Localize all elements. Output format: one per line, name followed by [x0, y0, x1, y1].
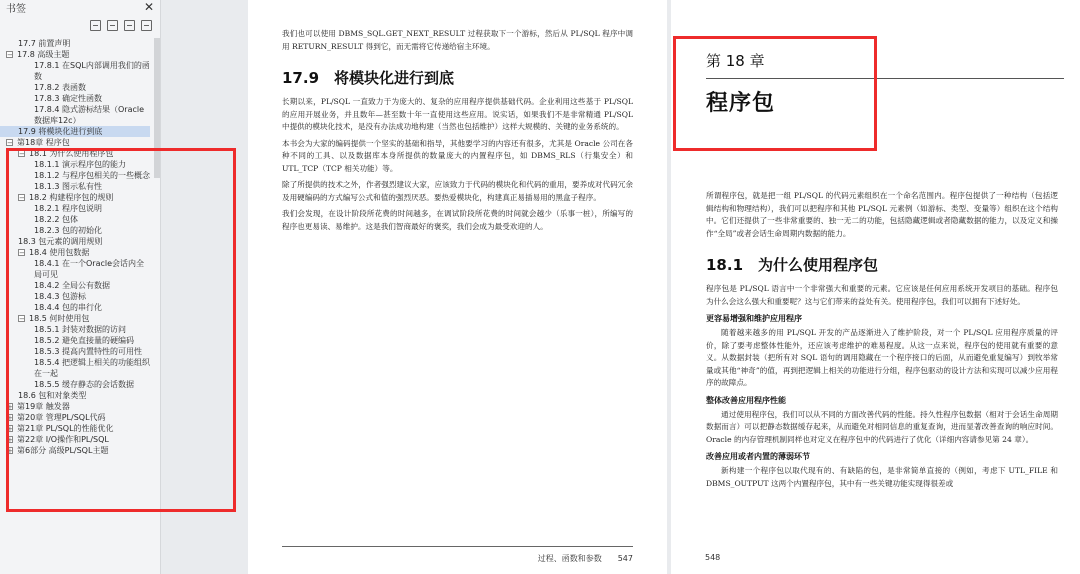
- paragraph: 除了所提供的技术之外，作者强烈建议大家，应该致力于代码的模块化和代码的重用，要养成对代码冗余及用硬编码的方式编写公式和值的强烈厌恶。要热爱模块化，构建真正易插易用的黑盒子程序。: [282, 180, 633, 202]
- bookmark-item[interactable]: [0, 423, 150, 434]
- page-547: [248, 0, 667, 574]
- bookmark-item[interactable]: [0, 346, 150, 357]
- paragraph: 新构建一个程序包以取代现有的、有缺陷的包，是非常简单直接的（例如，考虑下 UTL_FILE 和 DBMS_OUTPUT 这两个内置程序包，其中有一些关键功能实现得很差或: [706, 466, 1058, 488]
- bookmark-label: 18.1.1 演示程序包的能力: [34, 160, 126, 169]
- bookmark-add-icon[interactable]: [124, 20, 135, 31]
- paragraph: 本书会为大家的编码提供一个坚实的基础和指导，其他要学习的内容还有很多，尤其是 Oracle 公司在各种不同的工具、以及数据库本身所提供的数量庞大的内置程序包，如 DBMS_RLS（行集安全）和 UTL_TCP（TCP 相关功能）等。: [282, 138, 633, 173]
- bookmark-label: 18.3 包元素的调用规则: [18, 237, 103, 246]
- paragraph: 随着越来越多的用 PL/SQL 开发的产品逐渐进入了维护阶段，对一个 PL/SQL 应用程序质量的评价，除了要考虑整体性能外，还应该考虑维护的难易程度。从这一点来说，程序包的使用就有重要的意义。从数据封装（把所有对 SQL 语句的调用隐藏在一个程序接口的后面，从而避免重复编写）到牧举常量或其他“神奇”的值，再到把逻辑上相关的功能进行分组，程序包驱动的设计方法和实现可以减少应用程序的故障点。: [706, 328, 1058, 387]
- collapse-icon[interactable]: −: [19, 249, 25, 257]
- bookmark-item[interactable]: [0, 247, 150, 258]
- bookmark-item[interactable]: [0, 225, 150, 236]
- bookmark-item[interactable]: [0, 401, 150, 412]
- intro-paragraph: 我们也可以使用 DBMS_SQL.GET_NEXT_RESULT 过程获取下一个游标，然后从 PL/SQL 程序中调用 RETURN_RESULT 得到它，而无需将它传递给宿主环境。: [282, 29, 633, 51]
- bookmark-item[interactable]: [0, 148, 150, 159]
- page-footer: 过程、函数和参数 547: [282, 546, 633, 564]
- bookmark-label: 18.5.1 封装对数据的访问: [34, 325, 126, 334]
- bookmark-label: 第18章 程序包: [17, 138, 70, 147]
- bookmark-item[interactable]: [0, 335, 150, 346]
- chapter-number: 第 18 章: [706, 52, 765, 70]
- bookmark-label: 18.4.4 包的串行化: [34, 303, 102, 312]
- expand-icon[interactable]: +: [7, 403, 13, 411]
- bookmarks-scrollbar[interactable]: [154, 38, 160, 178]
- expand-icon[interactable]: +: [7, 425, 13, 433]
- bookmark-item[interactable]: [0, 302, 150, 313]
- bookmark-label: 第21章 PL/SQL的性能优化: [17, 424, 114, 433]
- bookmark-label: 18.5.5 缓存静态的会话数据: [34, 380, 134, 389]
- chapter-intro: 所谓程序包，就是把一组 PL/SQL 的代码元素组织在一个命名范围内。程序包提供了一种结构（包括逻辑结构和物理结构），我们可以把程序和其他 PL/SQL 元素例（如游标、类型、变量等）组织在这个结构中。它们还提供了一些非常重要的、独一无二的功能，包括隐藏逻辑或者隐藏数据的能力，以及定义和操作“全局”或者会话生命周期内数据的能力。: [706, 191, 1058, 238]
- bookmark-label: 18.2.3 包的初始化: [34, 226, 102, 235]
- bookmark-item[interactable]: [0, 203, 150, 214]
- bookmarks-title: 书签: [6, 3, 26, 15]
- collapse-icon[interactable]: −: [19, 315, 25, 323]
- bookmark-tree: [0, 38, 150, 456]
- bookmark-item[interactable]: [0, 434, 150, 445]
- section-intro: 程序包是 PL/SQL 语言中一个非常强大和重要的元素。它应该是任何应用系统开发项目的基础。程序包为什么会这么强大和重要呢？这与它们带来的益处有关。使用程序包，我们可以拥有下述好处。: [706, 284, 1058, 306]
- bookmark-item[interactable]: [0, 324, 150, 335]
- bookmark-item[interactable]: [0, 236, 150, 247]
- bookmarks-header: [0, 0, 160, 14]
- chapter-rule: [706, 78, 1064, 79]
- bookmark-label: 17.9 将模块化进行到底: [18, 127, 103, 136]
- bookmark-label: 17.8.4 隐式游标结果（Oracle数据库12c）: [34, 105, 145, 125]
- bookmark-label: 第19章 触发器: [17, 402, 70, 411]
- collapse-icon[interactable]: −: [19, 194, 25, 202]
- bookmark-label: 18.4.2 全局公有数据: [34, 281, 110, 290]
- bookmark-label: 18.6 包和对象类型: [18, 391, 87, 400]
- bookmark-item[interactable]: [0, 126, 150, 137]
- bookmark-item[interactable]: [0, 445, 150, 456]
- collapse-icon[interactable]: −: [7, 51, 13, 59]
- bookmark-item[interactable]: [0, 159, 150, 170]
- bookmark-item[interactable]: [0, 214, 150, 225]
- bookmark-item[interactable]: [0, 412, 150, 423]
- bookmark-label: 18.4 使用包数据: [29, 248, 90, 257]
- bookmark-item[interactable]: [0, 82, 150, 93]
- bookmarks-panel: [0, 0, 161, 574]
- bookmark-label: 17.8.2 表函数: [34, 83, 86, 92]
- chapter-title: 程序包: [706, 91, 776, 116]
- bookmark-remove-icon[interactable]: [141, 20, 152, 31]
- paragraph: 通过使用程序包，我们可以从不同的方面改善代码的性能。持久性程序包数据（相对于会话生命周期数据而言）可以把静态数据缓存起来，从而避免对相同信息的重复查询，进而显著改善查询的响应时间。Oracle 的内存管理机制同样也对定义在程序包中的代码进行了优化（详细内容请参见第 24 章）。: [706, 409, 1058, 444]
- bookmark-item[interactable]: [0, 357, 150, 379]
- bookmark-label: 17.8 高级主题: [17, 50, 70, 59]
- collapse-all-icon[interactable]: [90, 20, 101, 31]
- expand-icon[interactable]: +: [7, 414, 13, 422]
- close-icon[interactable]: ✕: [143, 0, 154, 14]
- bookmark-label: 18.4.1 在一个Oracle会话内全局可见: [34, 259, 145, 279]
- bookmark-item[interactable]: [0, 313, 150, 324]
- bookmark-item[interactable]: [0, 60, 150, 82]
- bookmark-label: 18.5.3 提高内置特性的可用性: [34, 347, 142, 356]
- bookmarks-toolbar: [0, 14, 160, 36]
- bookmark-label: 第20章 管理PL/SQL代码: [17, 413, 106, 422]
- bookmark-item[interactable]: [0, 181, 150, 192]
- subheading: 更容易增强和维护应用程序: [706, 314, 802, 323]
- bookmark-label: 18.4.3 包游标: [34, 292, 86, 301]
- section-title-17-9: 17.9 将模块化进行到底: [282, 69, 455, 87]
- bookmark-label: 18.1.3 图示私有性: [34, 182, 102, 191]
- bookmark-item[interactable]: [0, 258, 150, 280]
- bookmark-item[interactable]: [0, 291, 150, 302]
- bookmark-label: 第22章 I/O操作和PL/SQL: [17, 435, 109, 444]
- bookmark-item[interactable]: [0, 104, 150, 126]
- subheading: 改善应用或者内置的薄弱环节: [706, 452, 810, 461]
- bookmark-label: 17.8.3 确定性函数: [34, 94, 102, 103]
- bookmark-item[interactable]: [0, 38, 150, 49]
- bookmark-label: 17.8.1 在SQL内部调用我们的函数: [34, 61, 150, 81]
- bookmark-item[interactable]: [0, 93, 150, 104]
- bookmark-item[interactable]: [0, 192, 150, 203]
- chapter-body: [706, 190, 1058, 494]
- bookmark-label: 18.2 构建程序包的规则: [29, 193, 114, 202]
- bookmark-label: 17.7 前置声明: [18, 39, 71, 48]
- bookmark-label: 18.2.2 包体: [34, 215, 78, 224]
- bookmark-label: 18.1 为什么使用程序包: [29, 149, 114, 158]
- bookmark-item[interactable]: [0, 170, 150, 181]
- expand-icon[interactable]: +: [7, 447, 13, 455]
- bookmark-item[interactable]: [0, 280, 150, 291]
- expand-all-icon[interactable]: [107, 20, 118, 31]
- bookmark-label: 18.2.1 程序包说明: [34, 204, 102, 213]
- bookmark-label: 18.5 何时使用包: [29, 314, 90, 323]
- subheading: 整体改善应用程序性能: [706, 395, 786, 405]
- bookmark-label: 第6部分 高级PL/SQL主题: [17, 446, 109, 455]
- bookmark-label: 18.5.2 避免直接量的硬编码: [34, 336, 134, 345]
- bookmark-item[interactable]: [0, 379, 150, 390]
- page-number: 548: [705, 553, 721, 562]
- bookmark-item[interactable]: [0, 137, 150, 148]
- expand-icon[interactable]: +: [7, 436, 13, 444]
- bookmark-item[interactable]: [0, 49, 150, 60]
- section-title-18-1: 18.1 为什么使用程序包: [706, 256, 879, 274]
- bookmark-item[interactable]: [0, 390, 150, 401]
- bookmark-label: 18.1.2 与程序包相关的一些概念: [34, 171, 150, 180]
- paragraph: 长期以来，PL/SQL 一直致力于为庞大的、复杂的应用程序提供基础代码。企业利用这些基于 PL/SQL 的应用开展业务，并且数年—甚至数十年一直使用这些应用。说实话，如果我们不是非常精通 PL/SQL 中提供的模块化技术，是没有办法成功地构建（当然也包括维护）这样大规模的、关键的业务系统的。: [282, 97, 633, 131]
- bookmark-label: 18.5.4 把逻辑上相关的功能组织在一起: [34, 358, 150, 378]
- collapse-icon[interactable]: −: [19, 150, 25, 158]
- collapse-icon[interactable]: −: [7, 139, 13, 147]
- paragraph: 我们会发现，在设计阶段所花费的时间越多，在调试阶段所花费的时间就会越少（乐事一桩），所编写的程序也更易读、易维护。这是我们智商最好的褒奖，我们会成为最受欢迎的人。: [282, 209, 633, 231]
